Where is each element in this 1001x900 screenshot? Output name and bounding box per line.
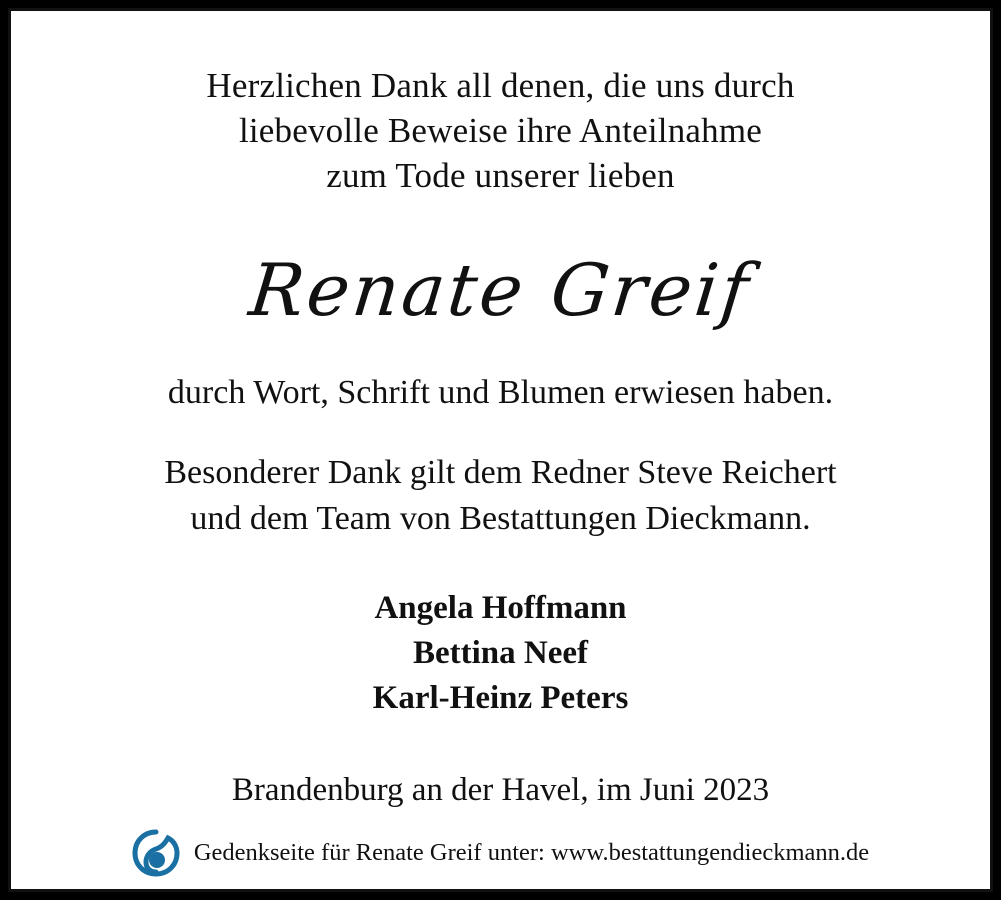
thanks-paragraph-one <box>168 370 833 416</box>
intro-text <box>206 63 794 198</box>
memorial-page-footer <box>51 829 950 877</box>
signer-name: Angela Hoffmann <box>374 590 627 626</box>
signers-list <box>373 586 629 721</box>
intro-line: Herzlichen Dank all denen, die uns durch <box>206 66 795 105</box>
paragraph-line: Besonderer Dank gilt dem Redner Steve Reichert <box>164 454 837 491</box>
signer-name: Bettina Neef <box>412 635 588 671</box>
memorial-page-icon <box>132 829 180 877</box>
signer-name: Karl-Heinz Peters <box>372 680 629 716</box>
intro-line: liebevolle Beweise ihre Anteilnahme <box>238 111 763 150</box>
paragraph-line: durch Wort, Schrift und Blumen erwiesen haben. <box>167 374 834 411</box>
intro-line: zum Tode unserer lieben <box>326 156 675 195</box>
place-and-date: Brandenburg an der Havel, im Juni 2023 <box>231 772 770 808</box>
deceased-name-block <box>245 248 756 332</box>
deceased-name: Renate Greif <box>245 248 756 332</box>
thanks-paragraph-two <box>164 450 836 542</box>
memorial-page-text: Gedenkseite für Renate Greif unter: www.bestattungendieckmann.de <box>193 839 870 866</box>
notice-frame <box>8 8 993 892</box>
paragraph-line: und dem Team von Bestattungen Dieckmann. <box>190 500 811 537</box>
